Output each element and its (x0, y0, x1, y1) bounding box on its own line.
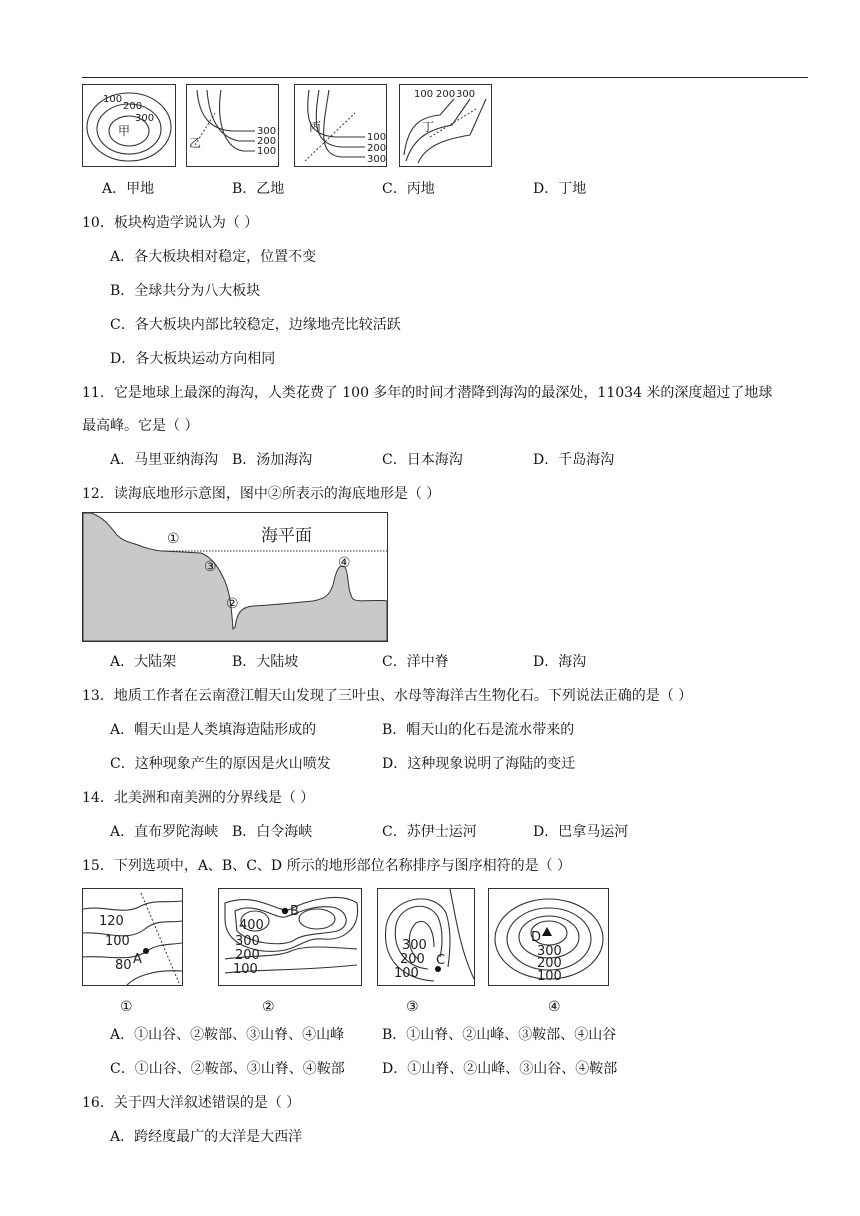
q16-stem: 16．关于四大洋叙述错误的是（ ） (82, 1095, 301, 1111)
q11-stem-line2: 最高峰。它是（ ） (82, 418, 199, 434)
contour-label: 300 (367, 154, 386, 165)
q11-option-c[interactable]: C．日本海沟 (382, 452, 463, 468)
contour-label: 100 (105, 934, 130, 949)
q15-option-c[interactable]: C．①山谷、②鞍部、③山脊、④鞍部 (110, 1061, 345, 1077)
figure-caption-1: ① (120, 999, 133, 1015)
contour-map-1 (82, 888, 183, 986)
contour-label: 80 (115, 958, 132, 973)
q11-stem-line1: 11．它是地球上最深的海沟，人类花费了 100 多年的时间才潜降到海沟的最深处，11034 米的深度超过了地球 (82, 385, 773, 401)
contour-map-2 (218, 888, 362, 986)
figure-caption-4: ④ (548, 999, 561, 1015)
contour-label: 200 (400, 952, 425, 967)
q15-option-a[interactable]: A．①山谷、②鞍部、③山脊、④山峰 (110, 1027, 345, 1043)
contour-label: 300 (402, 938, 427, 953)
q10-option-a[interactable]: A．各大板块相对稳定，位置不变 (110, 249, 317, 265)
contour-label: 100 (233, 962, 258, 977)
marker-4: ④ (338, 555, 351, 571)
contour-label: 300 (456, 89, 476, 100)
contour-label: 100 (257, 146, 277, 157)
q14-option-a[interactable]: A．直布罗陀海峡 (110, 824, 219, 840)
point-label: A (133, 952, 142, 967)
q12-stem: 12．读海底地形示意图，图中②所表示的海底地形是（ ） (82, 486, 441, 502)
place-label: 丙 (309, 120, 322, 134)
sea-level-label: 海平面 (261, 526, 312, 546)
contour-map-ding (399, 84, 492, 167)
contour-label: 400 (239, 918, 264, 933)
q14-option-d[interactable]: D．巴拿马运河 (533, 824, 629, 840)
q12-option-d[interactable]: D．海沟 (533, 654, 587, 670)
q15-stem: 15．下列选项中，A、B、C、D 所示的地形部位名称排序与图序相符的是（ ） (82, 858, 572, 874)
q10-stem: 10．板块构造学说认为（ ） (82, 215, 259, 231)
point-label: B (290, 904, 299, 919)
place-label: 丁 (422, 120, 435, 134)
contour-label: 100 (394, 966, 419, 981)
contour-label: 200 (235, 948, 260, 963)
q13-option-c[interactable]: C．这种现象产生的原因是火山喷发 (110, 756, 331, 772)
q15-option-d[interactable]: D．①山脊、②山峰、③山谷、④鞍部 (382, 1061, 618, 1077)
contour-label: 300 (135, 113, 155, 124)
q12-option-a[interactable]: A．大陆架 (110, 654, 177, 670)
q14-stem: 14．北美洲和南美洲的分界线是（ ） (82, 790, 315, 806)
header-rule (82, 77, 808, 78)
q13-stem: 13．地质工作者在云南澄江帽天山发现了三叶虫、水母等海洋古生物化石。下列说法正确的是（ ） (82, 688, 693, 704)
contour-label: 200 (537, 956, 562, 971)
contour-label: 100 (367, 132, 386, 143)
place-label: 乙 (189, 136, 202, 150)
marker-2: ② (226, 596, 239, 612)
contour-label: 300 (257, 126, 277, 137)
point-label: C (436, 953, 446, 968)
marker-1: ① (167, 531, 180, 547)
contour-label: 120 (99, 914, 124, 929)
q16-option-a[interactable]: A．跨经度最广的大洋是大西洋 (110, 1129, 303, 1145)
contour-label: 100 (537, 969, 562, 984)
q12-option-c[interactable]: C．洋中脊 (382, 654, 449, 670)
figure-caption-3: ③ (406, 999, 419, 1015)
contour-map-bing (294, 84, 387, 167)
q14-option-c[interactable]: C．苏伊士运河 (382, 824, 477, 840)
seafloor-diagram (82, 512, 388, 642)
contour-map-4 (488, 888, 609, 986)
contour-label: 200 (123, 101, 143, 112)
contour-map-yi (186, 84, 279, 167)
q15-option-b[interactable]: B．①山脊、②山峰、③鞍部、④山谷 (382, 1027, 617, 1043)
q9-option-d[interactable]: D．丁地 (533, 181, 587, 197)
contour-label: 300 (235, 934, 260, 949)
q9-option-c[interactable]: C．丙地 (382, 181, 435, 197)
q13-option-b[interactable]: B．帽天山的化石是流水带来的 (382, 722, 575, 738)
q13-option-d[interactable]: D．这种现象说明了海陆的变迁 (382, 756, 576, 772)
contour-label: 300 (537, 944, 562, 959)
q11-option-d[interactable]: D．千岛海沟 (533, 452, 615, 468)
point-label: D (531, 930, 542, 945)
contour-label: 100 (103, 94, 123, 105)
q9-option-b[interactable]: B．乙地 (232, 181, 285, 197)
contour-label: 100 (414, 89, 434, 100)
q10-option-d[interactable]: D．各大板块运动方向相同 (110, 351, 276, 367)
place-label: 甲 (118, 124, 131, 138)
q12-option-b[interactable]: B．大陆坡 (232, 654, 299, 670)
q11-option-a[interactable]: A．马里亚纳海沟 (110, 452, 219, 468)
q10-option-c[interactable]: C．各大板块内部比较稳定，边缘地壳比较活跃 (110, 317, 401, 333)
q11-option-b[interactable]: B．汤加海沟 (232, 452, 313, 468)
q9-option-a[interactable]: A．甲地 (102, 181, 155, 197)
contour-label: 200 (367, 143, 386, 154)
marker-3: ③ (204, 559, 217, 575)
q13-option-a[interactable]: A．帽天山是人类填海造陆形成的 (110, 722, 317, 738)
contour-label: 200 (436, 89, 456, 100)
figure-caption-2: ② (262, 999, 275, 1015)
q10-option-b[interactable]: B．全球共分为八大板块 (110, 283, 261, 299)
contour-map-3 (377, 888, 475, 986)
contour-map-jia (82, 84, 176, 167)
q14-option-b[interactable]: B．白令海峡 (232, 824, 313, 840)
contour-label: 200 (257, 136, 277, 147)
